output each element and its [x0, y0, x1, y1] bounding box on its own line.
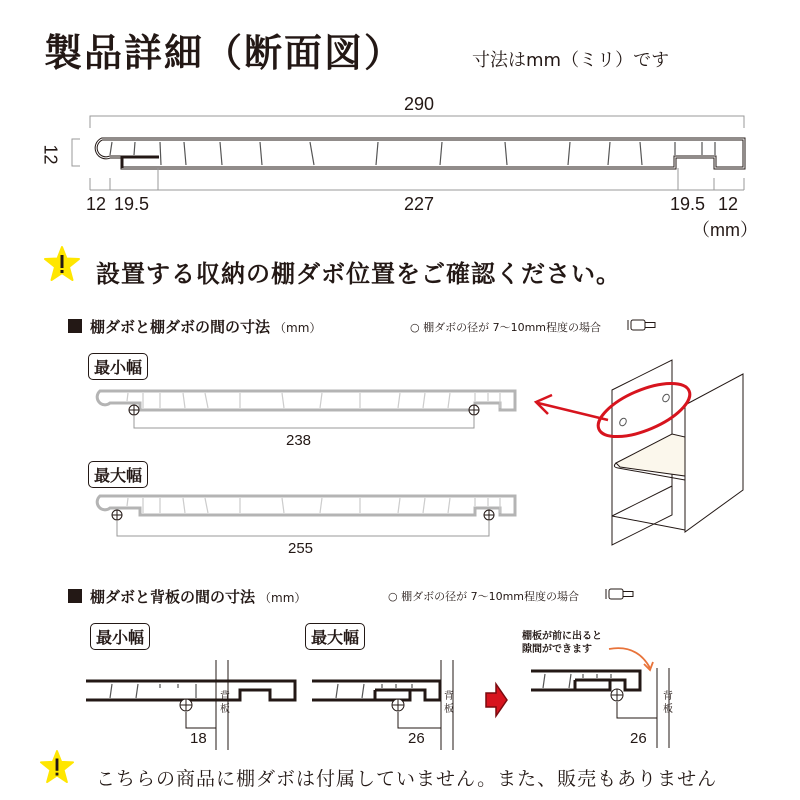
- segment-center: 227: [404, 194, 435, 214]
- back-panel-label-3: 背板: [663, 691, 673, 715]
- shelf-profile-max: [0, 488, 540, 548]
- section-title-pin-to-pin: 棚ダボと棚ダボの間の寸法 （mm）: [68, 316, 321, 337]
- back-panel-label: 背板: [220, 691, 230, 715]
- cabinet-illustration: [530, 350, 770, 550]
- bullet-square: [68, 319, 82, 333]
- min-pin-distance: 238: [286, 432, 312, 449]
- segment-right-notch: 19.5: [670, 194, 706, 214]
- gap-callout-line2: 隙間ができます: [522, 644, 592, 655]
- unit-note: 寸法はmm（ミリ）です: [472, 50, 670, 71]
- section-title-pin-to-back: 棚ダボと背板の間の寸法 （mm）: [68, 586, 306, 607]
- max-back-tag: 最大幅: [305, 623, 365, 650]
- height-label: 12: [40, 144, 61, 165]
- max-width-tag: 最大幅: [88, 461, 148, 488]
- segment-right-edge: 12: [718, 194, 739, 214]
- gap-callout-line1: 棚板が前に出ると: [522, 631, 602, 642]
- shifted-back-distance: 26: [630, 730, 647, 747]
- notice-pins-not-included: こちらの商品に棚ダボは付属していません。また、販売もありません: [96, 768, 718, 790]
- total-width-label: 290: [404, 94, 435, 114]
- min-back-distance: 18: [190, 730, 207, 747]
- segment-left-notch: 19.5: [114, 194, 150, 214]
- segment-left-edge: 12: [86, 194, 107, 214]
- notice-check-pin-position: 設置する収納の棚ダボ位置をご確認ください。: [96, 260, 621, 288]
- shelf-pin-icon: [604, 587, 638, 601]
- page-title: 製品詳細（断面図）: [44, 31, 405, 75]
- unit-label: （mm）: [692, 220, 758, 240]
- back-panel-label-2: 背板: [444, 691, 454, 715]
- star-exclamation-icon: [40, 750, 74, 784]
- max-pin-distance: 255: [288, 540, 314, 557]
- min-back-tag: 最小幅: [90, 623, 150, 650]
- min-width-tag: 最小幅: [88, 353, 148, 380]
- star-exclamation-icon: [44, 246, 80, 282]
- red-arrow-right-icon: [486, 684, 508, 716]
- pin-diameter-note: ○ 棚ダボの径が 7～10mm程度の場合: [410, 321, 602, 334]
- bullet-square: [68, 589, 82, 603]
- max-back-distance: 26: [408, 730, 425, 747]
- shelf-profile-min: [0, 380, 540, 440]
- shelf-pin-icon: [626, 318, 660, 332]
- pin-diameter-note-2: ○ 棚ダボの径が 7～10mm程度の場合: [388, 590, 580, 603]
